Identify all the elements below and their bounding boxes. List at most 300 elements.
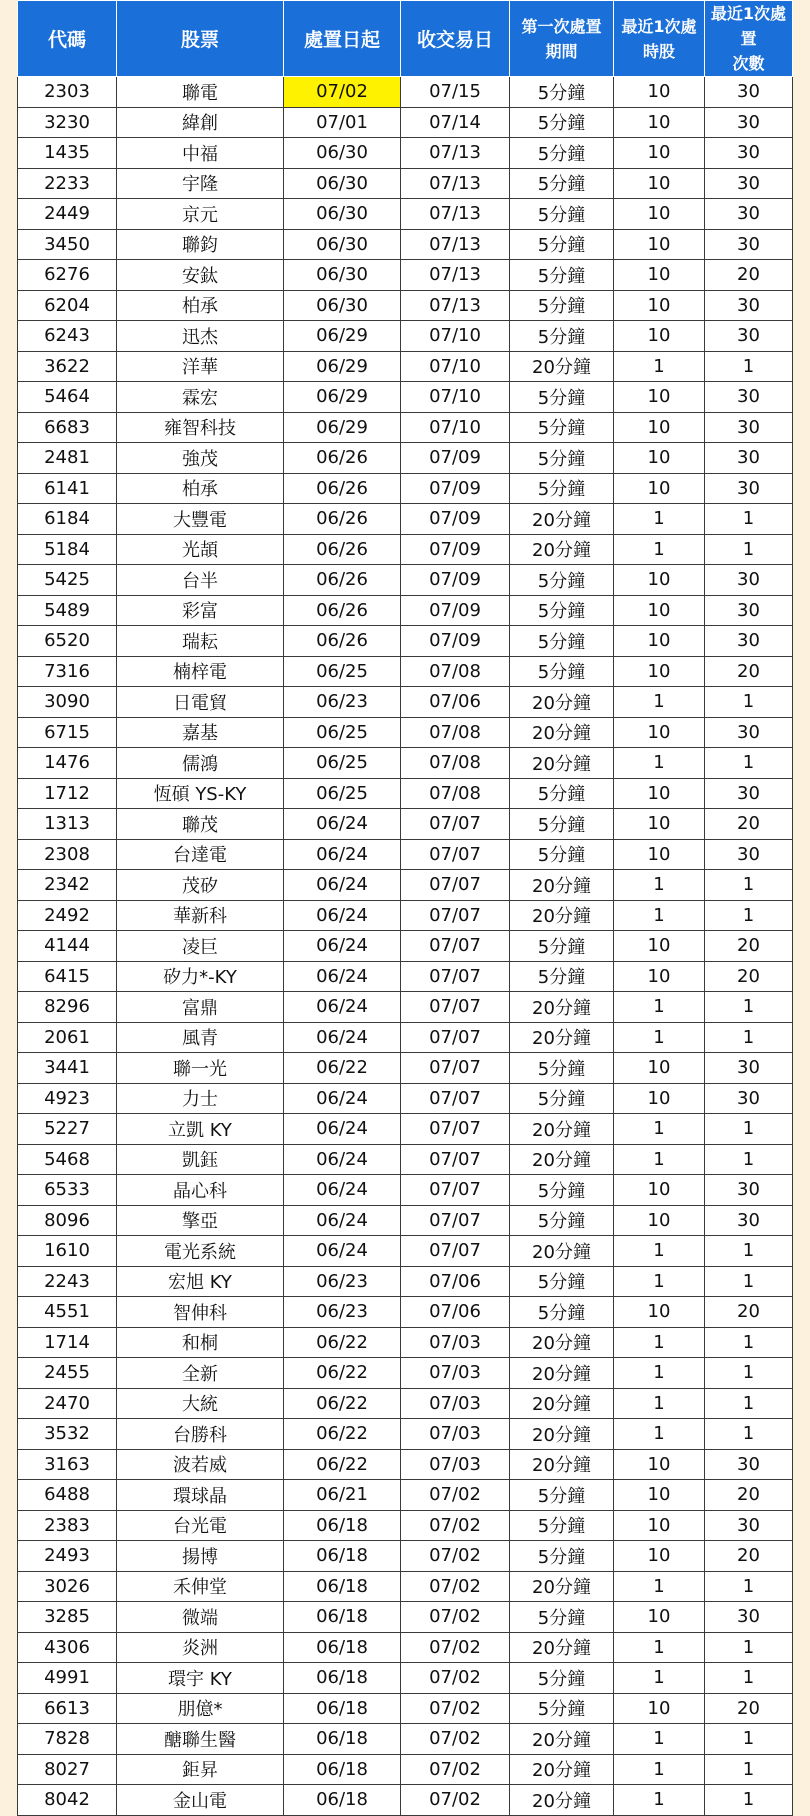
cell-minutes: 10 [614,809,705,840]
cell-start-date: 06/24 [284,870,401,901]
cell-period: 5分鐘 [510,809,614,840]
cell-count: 20 [705,656,793,687]
cell-period: 20分鐘 [510,1144,614,1175]
cell-stock-name: 台勝科 [117,1419,284,1450]
disposition-stock-table [17,0,793,1816]
cell-minutes: 10 [614,839,705,870]
cell-stock-name: 揚博 [117,1541,284,1572]
cell-period: 20分鐘 [510,1388,614,1419]
cell-minutes: 10 [614,1297,705,1328]
cell-stock-name: 金山電 [117,1785,284,1816]
cell-end-date: 07/09 [401,473,510,504]
cell-minutes: 10 [614,1083,705,1114]
cell-count: 1 [705,1663,793,1694]
table-row [18,839,793,870]
cell-code: 3230 [18,107,117,138]
cell-end-date: 07/02 [401,1785,510,1816]
cell-code: 1712 [18,778,117,809]
cell-period: 20分鐘 [510,1114,614,1145]
cell-end-date: 07/02 [401,1632,510,1663]
cell-minutes: 10 [614,1602,705,1633]
cell-start-date: 06/18 [284,1510,401,1541]
cell-count: 1 [705,351,793,382]
cell-minutes: 1 [614,900,705,931]
cell-minutes: 1 [614,1724,705,1755]
cell-count: 30 [705,473,793,504]
cell-code: 2233 [18,168,117,199]
cell-end-date: 07/08 [401,656,510,687]
cell-stock-name: 瑞耘 [117,626,284,657]
cell-code: 5468 [18,1144,117,1175]
cell-count: 1 [705,687,793,718]
cell-period: 5分鐘 [510,199,614,230]
cell-period: 5分鐘 [510,260,614,291]
cell-count: 30 [705,1449,793,1480]
cell-end-date: 07/03 [401,1358,510,1389]
table-row [18,931,793,962]
cell-count: 1 [705,1236,793,1267]
cell-stock-name: 台半 [117,565,284,596]
cell-period: 5分鐘 [510,1693,614,1724]
cell-start-date: 06/18 [284,1754,401,1785]
table-row [18,1083,793,1114]
cell-code: 5227 [18,1114,117,1145]
cell-stock-name: 禾伸堂 [117,1571,284,1602]
table-row [18,1541,793,1572]
cell-minutes: 10 [614,138,705,169]
cell-start-date: 06/22 [284,1327,401,1358]
cell-period: 5分鐘 [510,77,614,108]
cell-code: 4144 [18,931,117,962]
cell-period: 5分鐘 [510,1266,614,1297]
cell-end-date: 07/09 [401,595,510,626]
cell-minutes: 10 [614,1175,705,1206]
cell-period: 5分鐘 [510,595,614,626]
table-row [18,1510,793,1541]
cell-period: 5分鐘 [510,1175,614,1206]
cell-minutes: 1 [614,1327,705,1358]
cell-stock-name: 楠梓電 [117,656,284,687]
cell-end-date: 07/02 [401,1571,510,1602]
cell-stock-name: 大豐電 [117,504,284,535]
cell-code: 2493 [18,1541,117,1572]
cell-stock-name: 光頡 [117,534,284,565]
cell-start-date: 06/18 [284,1632,401,1663]
cell-period: 5分鐘 [510,321,614,352]
cell-stock-name: 雍智科技 [117,412,284,443]
cell-end-date: 07/14 [401,107,510,138]
cell-code: 3532 [18,1419,117,1450]
cell-start-date: 06/29 [284,321,401,352]
cell-end-date: 07/09 [401,565,510,596]
cell-stock-name: 霖宏 [117,382,284,413]
cell-stock-name: 鉅昇 [117,1754,284,1785]
cell-code: 8042 [18,1785,117,1816]
cell-end-date: 07/08 [401,778,510,809]
cell-stock-name: 環宇 KY [117,1663,284,1694]
cell-start-date: 06/29 [284,412,401,443]
cell-count: 30 [705,717,793,748]
cell-count: 20 [705,961,793,992]
cell-stock-name: 電光系統 [117,1236,284,1267]
header-count-line1: 最近1次處置 [710,4,787,48]
cell-period: 20分鐘 [510,1449,614,1480]
cell-start-date: 06/24 [284,1175,401,1206]
table-row [18,900,793,931]
cell-stock-name: 大統 [117,1388,284,1419]
cell-end-date: 07/03 [401,1388,510,1419]
cell-minutes: 10 [614,931,705,962]
table-row [18,1480,793,1511]
cell-minutes: 1 [614,534,705,565]
cell-stock-name: 柏承 [117,473,284,504]
cell-period: 20分鐘 [510,1754,614,1785]
cell-end-date: 07/03 [401,1419,510,1450]
cell-minutes: 10 [614,412,705,443]
cell-start-date: 06/22 [284,1419,401,1450]
cell-period: 5分鐘 [510,1480,614,1511]
cell-period: 5分鐘 [510,656,614,687]
table-row [18,809,793,840]
cell-code: 6715 [18,717,117,748]
table-row [18,1144,793,1175]
cell-period: 5分鐘 [510,626,614,657]
cell-count: 30 [705,1175,793,1206]
table-row [18,717,793,748]
cell-count: 1 [705,1785,793,1816]
cell-stock-name: 儒鴻 [117,748,284,779]
cell-count: 1 [705,870,793,901]
cell-minutes: 10 [614,717,705,748]
cell-minutes: 10 [614,1205,705,1236]
cell-start-date: 06/26 [284,595,401,626]
table-row [18,1693,793,1724]
table-row [18,290,793,321]
header-minutes-line1: 最近1次處 [621,16,697,36]
cell-stock-name: 台達電 [117,839,284,870]
cell-period: 20分鐘 [510,748,614,779]
cell-minutes: 1 [614,1236,705,1267]
cell-code: 5489 [18,595,117,626]
cell-code: 3441 [18,1053,117,1084]
cell-start-date: 06/18 [284,1724,401,1755]
cell-start-date: 06/26 [284,565,401,596]
cell-period: 5分鐘 [510,412,614,443]
cell-count: 30 [705,1510,793,1541]
cell-end-date: 07/02 [401,1541,510,1572]
cell-period: 5分鐘 [510,931,614,962]
cell-end-date: 07/07 [401,1236,510,1267]
cell-end-date: 07/02 [401,1754,510,1785]
table-row [18,138,793,169]
header-minutes [614,1,705,77]
cell-end-date: 07/09 [401,443,510,474]
cell-start-date: 06/18 [284,1785,401,1816]
cell-period: 5分鐘 [510,382,614,413]
cell-minutes: 10 [614,107,705,138]
cell-period: 20分鐘 [510,1358,614,1389]
cell-end-date: 07/07 [401,931,510,962]
cell-minutes: 10 [614,1510,705,1541]
cell-end-date: 07/13 [401,229,510,260]
cell-period: 20分鐘 [510,717,614,748]
cell-start-date: 06/24 [284,961,401,992]
cell-stock-name: 強茂 [117,443,284,474]
cell-stock-name: 台光電 [117,1510,284,1541]
cell-count: 20 [705,260,793,291]
cell-start-date: 06/29 [284,382,401,413]
cell-code: 8027 [18,1754,117,1785]
cell-stock-name: 力士 [117,1083,284,1114]
cell-start-date: 06/18 [284,1541,401,1572]
cell-code: 3026 [18,1571,117,1602]
table-body [18,77,793,1816]
cell-start-date: 06/30 [284,290,401,321]
cell-count: 1 [705,1754,793,1785]
cell-end-date: 07/09 [401,534,510,565]
cell-minutes: 1 [614,1358,705,1389]
table-header [18,1,793,77]
cell-end-date: 07/07 [401,961,510,992]
table-row [18,1327,793,1358]
table-row [18,1388,793,1419]
cell-code: 7828 [18,1724,117,1755]
cell-minutes: 1 [614,1144,705,1175]
cell-minutes: 1 [614,992,705,1023]
cell-period: 5分鐘 [510,1053,614,1084]
cell-stock-name: 環球晶 [117,1480,284,1511]
cell-stock-name: 晶心科 [117,1175,284,1206]
cell-count: 30 [705,1083,793,1114]
cell-start-date: 06/26 [284,473,401,504]
cell-minutes: 1 [614,1388,705,1419]
cell-period: 20分鐘 [510,1571,614,1602]
cell-count: 30 [705,412,793,443]
cell-minutes: 1 [614,1419,705,1450]
cell-end-date: 07/07 [401,839,510,870]
table-row [18,961,793,992]
cell-count: 1 [705,1388,793,1419]
cell-end-date: 07/13 [401,260,510,291]
cell-start-date: 06/26 [284,626,401,657]
table-row [18,1419,793,1450]
cell-minutes: 10 [614,656,705,687]
table-row [18,687,793,718]
cell-start-date: 06/25 [284,748,401,779]
cell-count: 1 [705,1358,793,1389]
cell-count: 1 [705,748,793,779]
cell-code: 1714 [18,1327,117,1358]
cell-code: 6613 [18,1693,117,1724]
table-row [18,534,793,565]
cell-end-date: 07/02 [401,1480,510,1511]
table-row [18,1053,793,1084]
cell-end-date: 07/10 [401,382,510,413]
cell-period: 20分鐘 [510,900,614,931]
cell-stock-name: 朋億* [117,1693,284,1724]
cell-stock-name: 宇隆 [117,168,284,199]
cell-end-date: 07/07 [401,1083,510,1114]
cell-count: 20 [705,1480,793,1511]
table-row [18,595,793,626]
cell-end-date: 07/07 [401,1053,510,1084]
cell-count: 1 [705,1144,793,1175]
cell-code: 3285 [18,1602,117,1633]
cell-code: 1610 [18,1236,117,1267]
table-row [18,992,793,1023]
header-count-line2: 次數 [732,54,765,73]
cell-start-date: 06/26 [284,504,401,535]
cell-count: 1 [705,1266,793,1297]
cell-stock-name: 智伸科 [117,1297,284,1328]
cell-code: 4551 [18,1297,117,1328]
cell-stock-name: 彩富 [117,595,284,626]
cell-minutes: 1 [614,1114,705,1145]
cell-minutes: 1 [614,1754,705,1785]
cell-period: 5分鐘 [510,565,614,596]
cell-end-date: 07/08 [401,717,510,748]
cell-end-date: 07/07 [401,900,510,931]
cell-stock-name: 洋華 [117,351,284,382]
cell-minutes: 10 [614,382,705,413]
header-period-line2: 期間 [545,41,578,61]
cell-minutes: 10 [614,290,705,321]
cell-count: 30 [705,77,793,108]
cell-start-date: 06/30 [284,168,401,199]
cell-start-date: 06/24 [284,1022,401,1053]
cell-code: 5184 [18,534,117,565]
cell-code: 2308 [18,839,117,870]
cell-start-date: 06/30 [284,138,401,169]
cell-count: 1 [705,992,793,1023]
cell-count: 30 [705,1602,793,1633]
cell-count: 30 [705,382,793,413]
cell-code: 2455 [18,1358,117,1389]
table-row [18,1785,793,1816]
cell-end-date: 07/08 [401,748,510,779]
cell-stock-name: 聯鈞 [117,229,284,260]
cell-stock-name: 宏旭 KY [117,1266,284,1297]
cell-minutes: 1 [614,870,705,901]
cell-start-date: 06/26 [284,443,401,474]
cell-count: 30 [705,626,793,657]
cell-stock-name: 風青 [117,1022,284,1053]
table-row [18,626,793,657]
cell-period: 5分鐘 [510,1297,614,1328]
table-row [18,778,793,809]
cell-minutes: 10 [614,443,705,474]
cell-period: 5分鐘 [510,778,614,809]
cell-stock-name: 華新科 [117,900,284,931]
table-row [18,1022,793,1053]
cell-code: 3622 [18,351,117,382]
cell-stock-name: 富鼎 [117,992,284,1023]
cell-count: 20 [705,931,793,962]
cell-start-date: 06/30 [284,199,401,230]
cell-period: 20分鐘 [510,687,614,718]
cell-code: 1313 [18,809,117,840]
cell-code: 4306 [18,1632,117,1663]
cell-code: 6533 [18,1175,117,1206]
cell-count: 30 [705,107,793,138]
cell-stock-name: 凱鈺 [117,1144,284,1175]
cell-minutes: 1 [614,1632,705,1663]
cell-count: 30 [705,565,793,596]
header-end-date: 收交易日 [401,1,510,77]
cell-period: 5分鐘 [510,443,614,474]
header-start-date: 處置日起 [284,1,401,77]
cell-end-date: 07/07 [401,870,510,901]
cell-stock-name: 醣聯生醫 [117,1724,284,1755]
cell-minutes: 1 [614,748,705,779]
cell-start-date: 06/18 [284,1571,401,1602]
cell-minutes: 1 [614,1785,705,1816]
cell-code: 2492 [18,900,117,931]
cell-end-date: 07/07 [401,1175,510,1206]
table-row [18,199,793,230]
cell-minutes: 10 [614,1693,705,1724]
cell-stock-name: 和桐 [117,1327,284,1358]
cell-start-date: 06/18 [284,1693,401,1724]
cell-start-date: 06/22 [284,1053,401,1084]
cell-period: 5分鐘 [510,1602,614,1633]
cell-start-date: 06/24 [284,1205,401,1236]
cell-code: 7316 [18,656,117,687]
table-row [18,229,793,260]
table-row [18,412,793,443]
cell-start-date: 06/24 [284,1083,401,1114]
cell-end-date: 07/07 [401,1022,510,1053]
table-row [18,260,793,291]
table-row [18,748,793,779]
cell-code: 8296 [18,992,117,1023]
table-row [18,1205,793,1236]
table-row [18,351,793,382]
cell-end-date: 07/10 [401,321,510,352]
table-row [18,565,793,596]
cell-count: 30 [705,839,793,870]
cell-end-date: 07/07 [401,1114,510,1145]
cell-code: 6415 [18,961,117,992]
cell-code: 2243 [18,1266,117,1297]
cell-code: 6520 [18,626,117,657]
cell-minutes: 10 [614,1541,705,1572]
cell-end-date: 07/06 [401,687,510,718]
table-row [18,107,793,138]
cell-code: 2449 [18,199,117,230]
cell-count: 1 [705,1724,793,1755]
cell-stock-name: 炎洲 [117,1632,284,1663]
cell-code: 2481 [18,443,117,474]
cell-period: 5分鐘 [510,1663,614,1694]
cell-minutes: 10 [614,626,705,657]
cell-stock-name: 恆碩 YS-KY [117,778,284,809]
table-row [18,504,793,535]
cell-period: 5分鐘 [510,961,614,992]
cell-start-date: 06/24 [284,839,401,870]
cell-minutes: 10 [614,168,705,199]
cell-end-date: 07/07 [401,1205,510,1236]
cell-count: 1 [705,1571,793,1602]
cell-start-date: 06/21 [284,1480,401,1511]
cell-minutes: 10 [614,565,705,596]
cell-end-date: 07/09 [401,626,510,657]
cell-minutes: 1 [614,687,705,718]
cell-count: 1 [705,1114,793,1145]
header-period [510,1,614,77]
cell-stock-name: 全新 [117,1358,284,1389]
header-minutes-line2: 時股 [642,41,675,61]
